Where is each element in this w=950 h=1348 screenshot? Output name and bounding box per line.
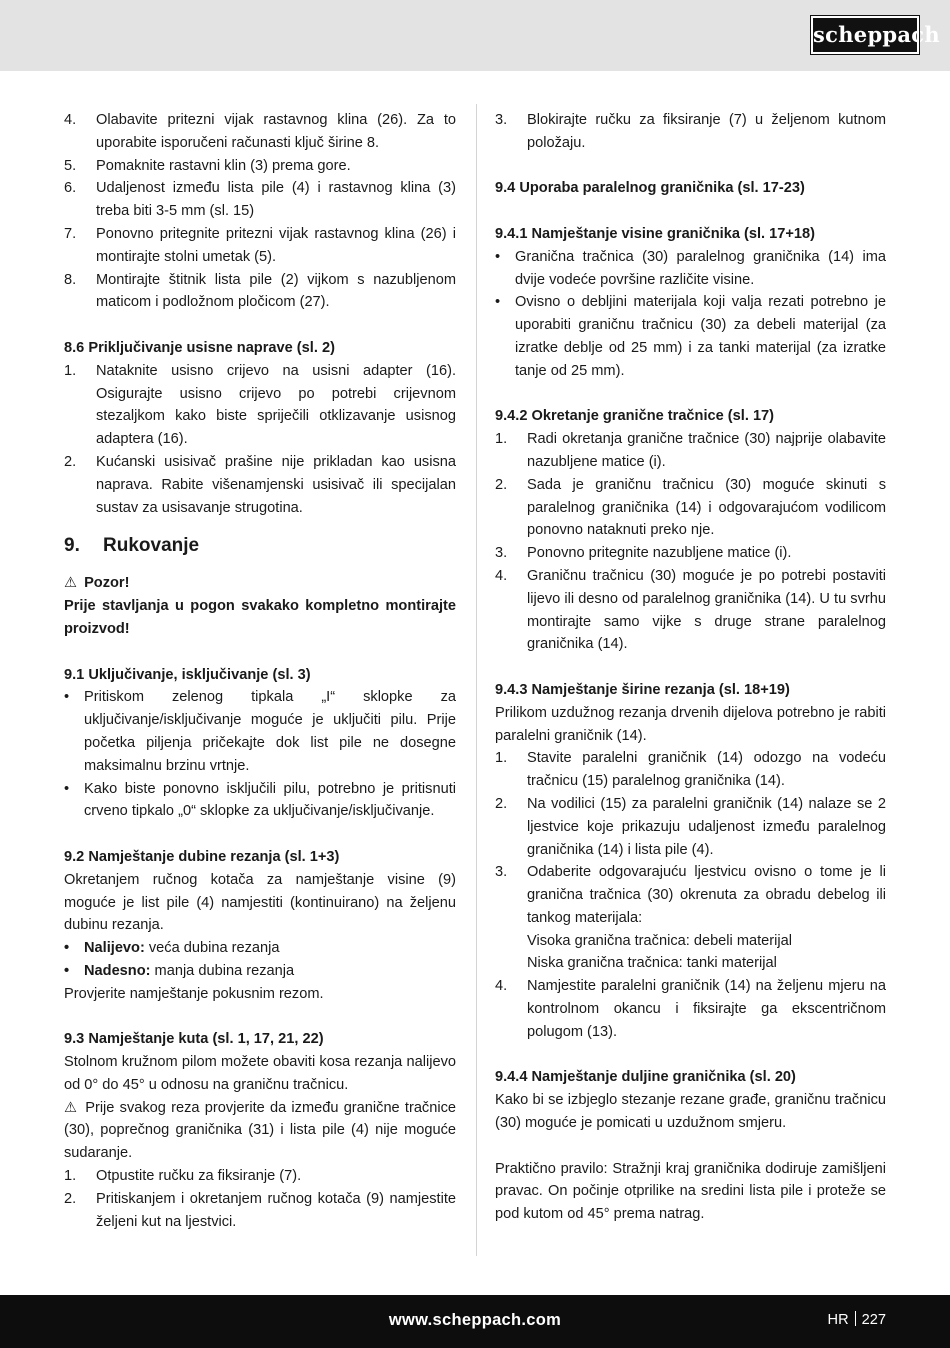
list-item: • Ovisno o debljini materijala koji valja rezati potrebno je uporabiti graničnu tračnicu (30) za debeli materijal (za izratke deblje od 25 mm) i za tanki materijal (za izratke tanje od 25 mm). (495, 294, 886, 379)
header-bar (0, 0, 950, 71)
page-number: HR 227 (827, 1312, 886, 1328)
list-subline: Visoka granična tračnica: debeli materijal (527, 932, 792, 949)
warning-paragraph: ⚠ Prije svakog reza provjerite da između granične tračnice (30), poprečnog graničnika (31) i lista pile (4) nije moguće sudaranje. (64, 1097, 456, 1165)
section-heading-9-3: 9.3 Namještanje kuta (sl. 1, 17, 21, 22) (64, 1031, 324, 1048)
section-heading-9-2: 9.2 Namještanje dubine rezanja (sl. 1+3) (64, 848, 340, 865)
paragraph: Okretanjem ručnog kotača za namještanje visine (9) moguće je list pile (4) namjestiti (kontinuirano) na željenu dubinu rezanja. (64, 871, 456, 934)
list-item: 3. Blokirajte ručku za fiksiranje (7) u željenom kutnom položaju. (495, 112, 886, 151)
section-heading-8-6: 8.6 Priključivanje usisne naprave (sl. 2) (64, 339, 335, 356)
list-item: 7. Ponovno pritegnite pritezni vijak rastavnog klina (26) i montirajte stolni umetak (5). (64, 225, 456, 265)
column-divider (476, 104, 477, 1256)
list-item: 2. Pritiskanjem i okretanjem ručnog kotača (9) namjestite željeni kut na ljestvici. (64, 1190, 456, 1230)
website-link[interactable]: www.scheppach.com (388, 1311, 562, 1329)
list-item: 5. Pomaknite rastavni klin (3) prema gore. (64, 157, 351, 174)
list-item: 2. Kućanski usisivač prašine nije prikladan kao usisna naprava. Rabite višenamjenski usisivač ili specijalan sustav za usisavanje strugotina. (64, 453, 456, 516)
list-item: 4. Graničnu tračnicu (30) moguće je po potrebi postaviti lijevo ili desno od paralelnog graničnika (14). U tu svrhu montirajte samo vijke s druge strane paralelnog graničnika (14). (495, 567, 886, 653)
list-item: 1. Stavite paralelni graničnik (14) odozgo na vodeću tračnicu (15) paralelnog graničnika (14). (495, 750, 886, 790)
list-subline: Niska granična tračnica: tanki materijal (527, 955, 777, 972)
list-item: • Kako biste ponovno isključili pilu, potrebno je pritisnuti crveno tipkalo „0“ sklopke za uključivanje/isključivanje. (64, 780, 456, 820)
paragraph: Kako bi se izbjeglo stezanje rezane građe, graničnu tračnicu (30) moguće je pomicati u uzdužnom smjeru. (495, 1092, 886, 1132)
list-item: 3. Odaberite odgovarajuću ljestvicu ovisno o tome je li granična tračnica (30) okrenuta za obradu debelog ili tankog materijala: (495, 864, 886, 926)
paragraph: Praktično pravilo: Stražnji kraj graničnika dodiruje zamišljeni pravac. On počinje otprilike na sredini lista pile i proteže se pod kutom od 45° prema natrag. (495, 1160, 886, 1223)
section-heading-9-4: 9.4 Uporaba paralelnog graničnika (sl. 17-23) (495, 180, 805, 197)
list-item: • Nalijevo: veća dubina rezanja (64, 940, 280, 957)
warning-triangle-icon: ⚠ (64, 1099, 78, 1116)
section-heading-9-4-4: 9.4.4 Namještanje duljine graničnika (sl. 20) (495, 1069, 796, 1086)
list-item: 1. Nataknite usisno crijevo na usisni adapter (16). Osigurajte usisno crijevo po potrebi crijevnom stezaljkom kako biste spriječili otklizavanje usisnog adaptera (16). (64, 362, 456, 448)
list-wedge-steps (64, 109, 456, 314)
list-item: 2. Na vodilici (15) za paralelni graničnik (14) nalaze se 2 ljestvice koje prikazuju udaljenost između paralelnog graničnika (14) i lista pile (4). (495, 795, 886, 858)
warning-heading: ⚠ Pozor! (64, 572, 456, 595)
list-item: 6. Udaljenost između lista pile (4) i rastavnog klina (3) treba biti 3-5 mm (sl. 15) (64, 180, 456, 220)
section-heading-9-4-2: 9.4.2 Okretanje granične tračnice (sl. 17) (495, 408, 775, 425)
left-column (64, 109, 456, 1233)
paragraph: Prilikom uzdužnog rezanja drvenih dijelova potrebno je rabiti paralelni graničnik (14). (495, 704, 886, 744)
right-column (495, 109, 886, 1226)
paragraph: Provjerite namještanje pokusnim rezom. (64, 985, 324, 1002)
section-heading-9-4-1: 9.4.1 Namještanje visine graničnika (sl. 17+18) (495, 225, 816, 242)
warning-text: Prije stavljanja u pogon svakako kompletno montirajte proizvod! (64, 598, 456, 637)
scheppach-logo: scheppach (811, 16, 919, 54)
list-item: 4. Namjestite paralelni graničnik (14) na željenu mjeru na kontrolnom okancu i fiksirajte ga ekscentričnom polugom (13). (495, 978, 886, 1040)
list-item: 1. Otpustite ručku za fiksiranje (7). (64, 1168, 302, 1185)
list-item: 4. Olabavite pritezni vijak rastavnog klina (26). Za to uporabite isporučeni računasti ključ širine 8. (64, 112, 456, 151)
list-item: 8. Montirajte štitnik lista pile (2) vijkom s nazubljenom maticom i podložnom pločicom (27). (64, 271, 456, 311)
list-item: 2. Sada je graničnu tračnicu (30) moguće skinuti s paralelnog graničnika (14) i odgovarajućom vodilicom ponovno nataknuti preko nje. (495, 476, 886, 539)
list-item: 3. Ponovno pritegnite nazubljene matice (i). (495, 545, 792, 562)
paragraph: Stolnom kružnom pilom možete obaviti kosa rezanja nalijevo od 0° do 45° u odnosu na graničnu tračnicu. (64, 1054, 456, 1093)
list-item: • Nadesno: manja dubina rezanja (64, 962, 295, 979)
list-item: 1. Radi okretanja granične tračnice (30) najprije olabavite nazubljene matice (i). (495, 431, 886, 470)
footer-bar (0, 1295, 950, 1348)
list-item: • Pritiskom zelenog tipkala „I“ sklopke za uključivanje/isključivanje moguće je uključiti pilu. Prije početka piljenja pričekajte dok list pile ne dosegne maksimalnu brzinu vrtnje. (64, 689, 456, 774)
section-heading-9-4-3: 9.4.3 Namještanje širine rezanja (sl. 18+19) (495, 681, 790, 698)
section-heading-9-1: 9.1 Uključivanje, isključivanje (sl. 3) (64, 666, 311, 683)
chapter-title: 9. Rukovanje (64, 535, 200, 557)
separator (855, 1311, 856, 1326)
list-item: • Granična tračnica (30) paralelnog graničnika (14) ima dvije vodeće površine različite visine. (495, 248, 886, 288)
warning-triangle-icon: ⚠ (64, 575, 78, 592)
